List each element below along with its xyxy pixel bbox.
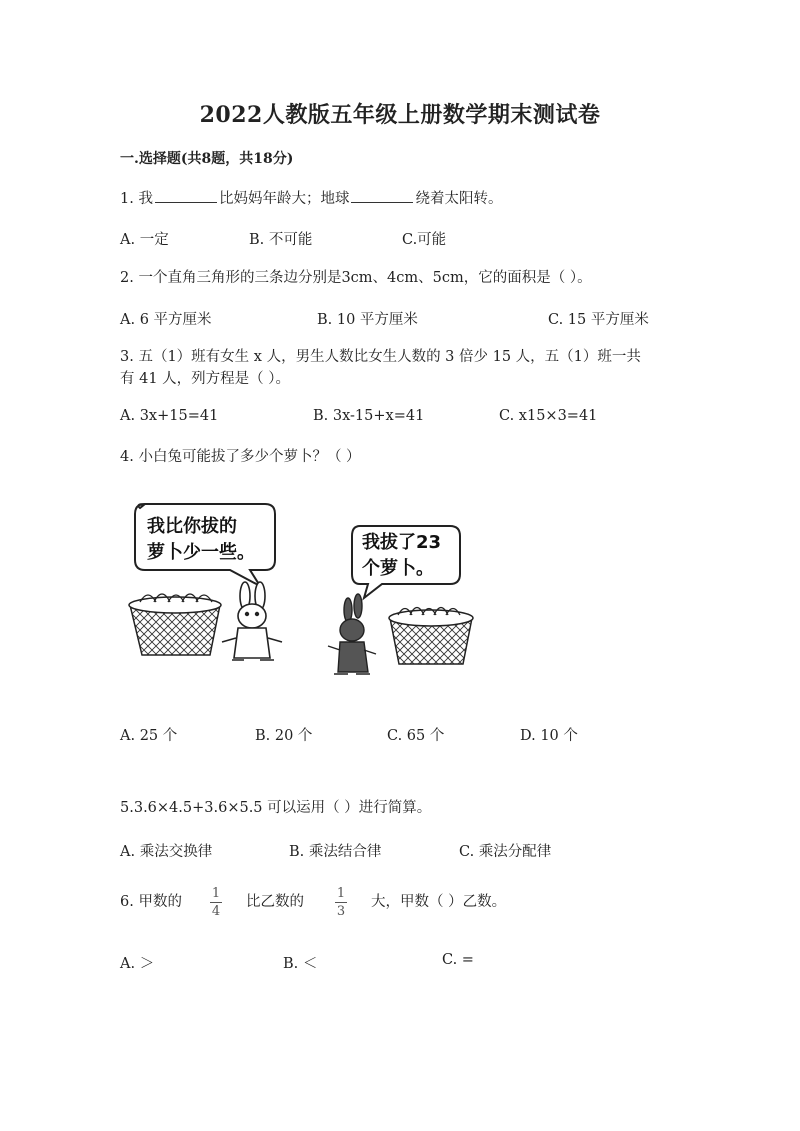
bubble-right-text-1: 我拔了23 (362, 532, 442, 553)
option-b[interactable]: B. 10 平方厘米 (317, 312, 418, 328)
option-a[interactable]: A. 25 个 (120, 728, 178, 744)
question-text: 3.6×4.5+3.6×5.5 可以运用（ ）进行简算。 (133, 800, 432, 816)
question-text: 一个直角三角形的三条边分别是3cm、4cm、5cm，它的面积是（ ）。 (138, 270, 592, 286)
question-number: 2. (120, 270, 134, 286)
fraction-one-quarter (210, 886, 222, 919)
question-number: 5. (120, 800, 134, 816)
fraction-one-third (335, 886, 347, 919)
question-number: 6. (120, 894, 134, 910)
fraction-numerator: 1 (211, 886, 221, 901)
white-rabbit (222, 582, 282, 660)
bubble-right-text-2: 个萝卜。 (362, 558, 434, 579)
question-number: 3. (120, 349, 134, 365)
answer-blank[interactable] (155, 188, 217, 203)
option-a[interactable]: A. 一定 (120, 232, 169, 248)
question-4 (120, 442, 361, 472)
bubble-left-text-1: 我比你拔的 (147, 516, 237, 537)
option-b[interactable]: B. 3x-15+x=41 (313, 408, 425, 424)
option-c[interactable]: C. 65 个 (387, 728, 445, 744)
question-text: 甲数的 (138, 894, 182, 910)
bubble-left-text-2: 萝卜少一些。 (147, 542, 255, 563)
option-a[interactable]: A. 6 平方厘米 (120, 312, 212, 328)
option-a[interactable]: A. 乘法交换律 (120, 844, 213, 860)
question-text: 比妈妈年龄大；地球 (218, 191, 350, 207)
question-text: 绕着太阳转。 (415, 191, 503, 207)
question-text: 小白兔可能拔了多少个萝卜？（ ） (138, 449, 361, 465)
option-d[interactable]: D. 10 个 (520, 728, 578, 744)
question-number: 4. (120, 449, 134, 465)
question-text: 有 41 人，列方程是（ ）。 (120, 371, 291, 387)
question-text: 比乙数的 (246, 894, 304, 910)
dark-rabbit (328, 594, 376, 674)
question-text: 五（1）班有女生 x 人，男生人数比女生人数的 3 倍少 15 人，五（1）班一共 (138, 349, 641, 365)
fraction-numerator: 1 (336, 886, 346, 901)
fraction-denominator: 3 (336, 904, 346, 919)
basket-left (129, 594, 221, 655)
question-3-line2 (120, 364, 290, 394)
basket-right (389, 608, 473, 665)
option-c[interactable]: C.可能 (402, 232, 447, 248)
answer-blank[interactable] (351, 188, 413, 203)
option-a[interactable]: A. 3x+15=41 (120, 408, 219, 424)
option-b[interactable]: B. 不可能 (249, 232, 313, 248)
question-text: 我 (138, 191, 153, 207)
option-a[interactable]: A. ＞ (120, 956, 155, 972)
question-6-part2 (246, 887, 304, 917)
question-1 (120, 184, 502, 214)
question-number: 1. (120, 191, 134, 207)
option-b[interactable]: B. ＜ (283, 956, 318, 972)
option-b[interactable]: B. 20 个 (255, 728, 313, 744)
option-c[interactable]: C. 15 平方厘米 (548, 312, 649, 328)
fraction-denominator: 4 (211, 904, 221, 919)
option-c[interactable]: C. x15×3=41 (499, 408, 598, 424)
question-5 (120, 793, 431, 823)
question-text: 大，甲数（ ）乙数。 (371, 894, 507, 910)
page-title: 2022人教版五年级上册数学期末测试卷 (199, 102, 601, 128)
option-c[interactable]: C. = (442, 952, 474, 968)
option-c[interactable]: C. 乘法分配律 (459, 844, 552, 860)
question-2 (120, 263, 592, 293)
rabbits-illustration (120, 490, 500, 690)
option-b[interactable]: B. 乘法结合律 (289, 844, 382, 860)
section-title: 一.选择题(共8题，共18分) (120, 151, 294, 167)
question-6-part3 (371, 887, 506, 917)
question-6-part1 (120, 887, 182, 917)
